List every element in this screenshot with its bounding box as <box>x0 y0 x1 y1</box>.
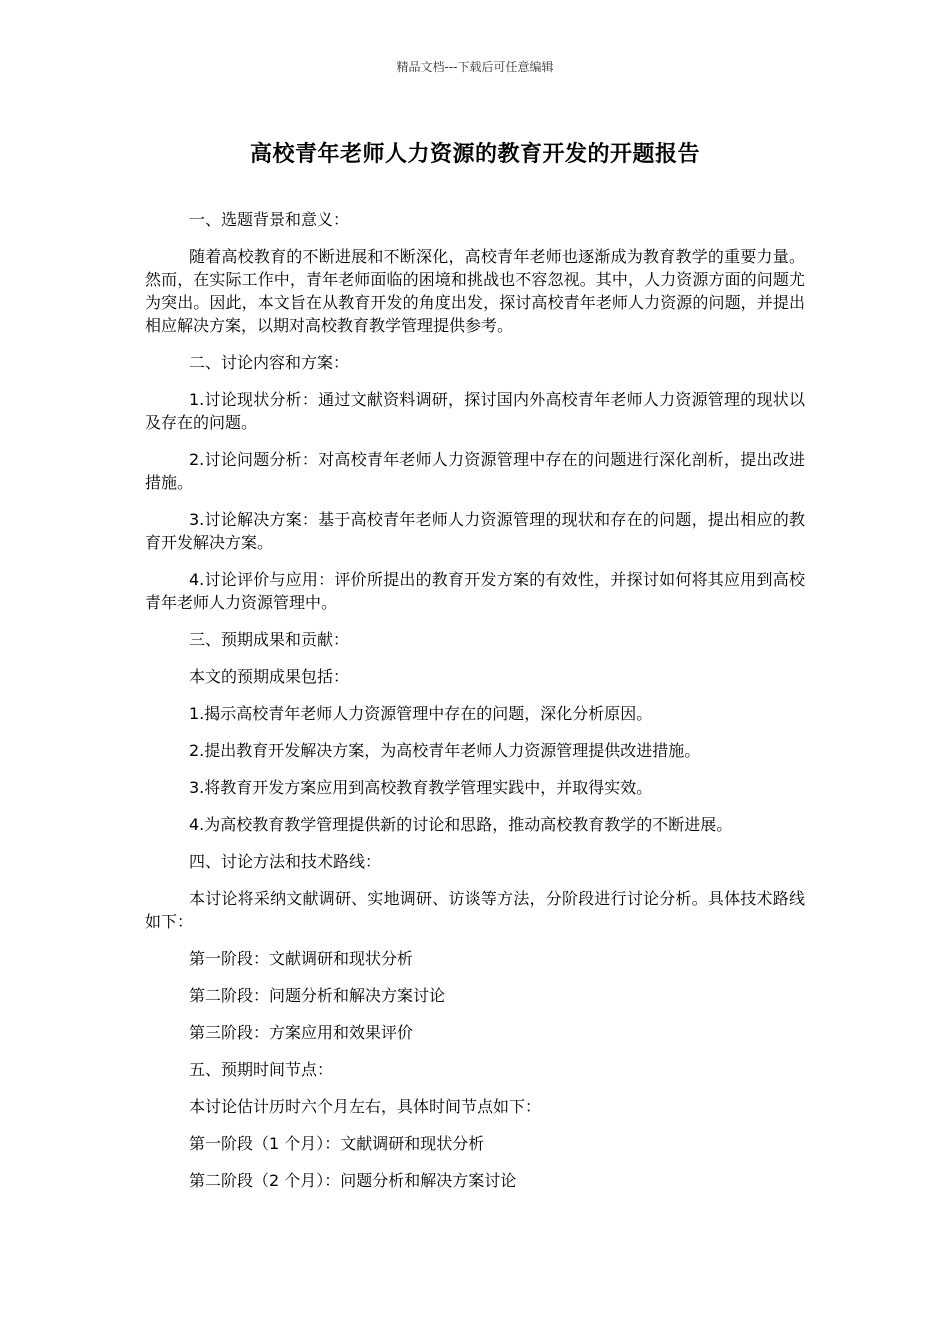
paragraph-item: 1.揭示高校青年老师人力资源管理中存在的问题，深化分析原因。 <box>189 704 653 723</box>
paragraph-timeline-intro: 本讨论估计历时六个月左右，具体时间节点如下： <box>189 1097 542 1116</box>
paragraph-stage: 第三阶段：方案应用和效果评价 <box>189 1023 414 1042</box>
paragraph-item: 3.讨论解决方案：基于高校青年老师人力资源管理的现状和存在的问题，提出相应的教育开发解决方案。 <box>145 510 805 552</box>
paragraph-item: 4.讨论评价与应用：评价所提出的教育开发方案的有效性，并探讨如何将其应用到高校青年老师人力资源管理中。 <box>145 570 805 612</box>
paragraph-item: 3.将教育开发方案应用到高校教育教学管理实践中，并取得实效。 <box>189 778 653 797</box>
paragraph-background: 随着高校教育的不断进展和不断深化，高校青年老师也逐渐成为教育教学的重要力量。然而，在实际工作中，青年老师面临的困境和挑战也不容忽视。其中，人力资源方面的问题尤为突出。因此，本文旨在从教育开发的角度出发，探讨高校青年老师人力资源的问题，并提出相应解决方案，以期对高校教育教学管理提供参考。 <box>145 247 805 335</box>
header-note: 精品文档---下载后可任意编辑 <box>396 60 554 74</box>
paragraph-item: 2.讨论问题分析：对高校青年老师人力资源管理中存在的问题进行深化剖析，提出改进措施。 <box>145 450 805 492</box>
paragraph-timeline-stage: 第一阶段（1 个月）：文献调研和现状分析 <box>189 1134 485 1153</box>
paragraph-stage: 第一阶段：文献调研和现状分析 <box>189 949 414 968</box>
section-heading-background: 一、选题背景和意义： <box>189 210 350 229</box>
section-heading-content: 二、讨论内容和方案： <box>189 353 350 372</box>
section-heading-outcomes: 三、预期成果和贡献： <box>189 630 350 649</box>
paragraph-methods: 本讨论将采纳文献调研、实地调研、访谈等方法，分阶段进行讨论分析。具体技术路线如下： <box>145 889 805 931</box>
paragraph-stage: 第二阶段：问题分析和解决方案讨论 <box>189 986 446 1005</box>
section-heading-methods: 四、讨论方法和技术路线： <box>189 852 382 871</box>
document-title: 高校青年老师人力资源的教育开发的开题报告 <box>249 142 700 167</box>
paragraph-intro: 本文的预期成果包括： <box>189 667 350 686</box>
paragraph-timeline-stage: 第二阶段（2 个月）：问题分析和解决方案讨论 <box>189 1171 517 1190</box>
paragraph-item: 1.讨论现状分析：通过文献资料调研，探讨国内外高校青年老师人力资源管理的现状以及存在的问题。 <box>145 390 805 432</box>
section-heading-timeline: 五、预期时间节点： <box>189 1060 334 1079</box>
paragraph-item: 4.为高校教育教学管理提供新的讨论和思路，推动高校教育教学的不断进展。 <box>189 815 733 834</box>
paragraph-item: 2.提出教育开发解决方案，为高校青年老师人力资源管理提供改进措施。 <box>189 741 701 760</box>
document-body <box>145 208 805 1206</box>
